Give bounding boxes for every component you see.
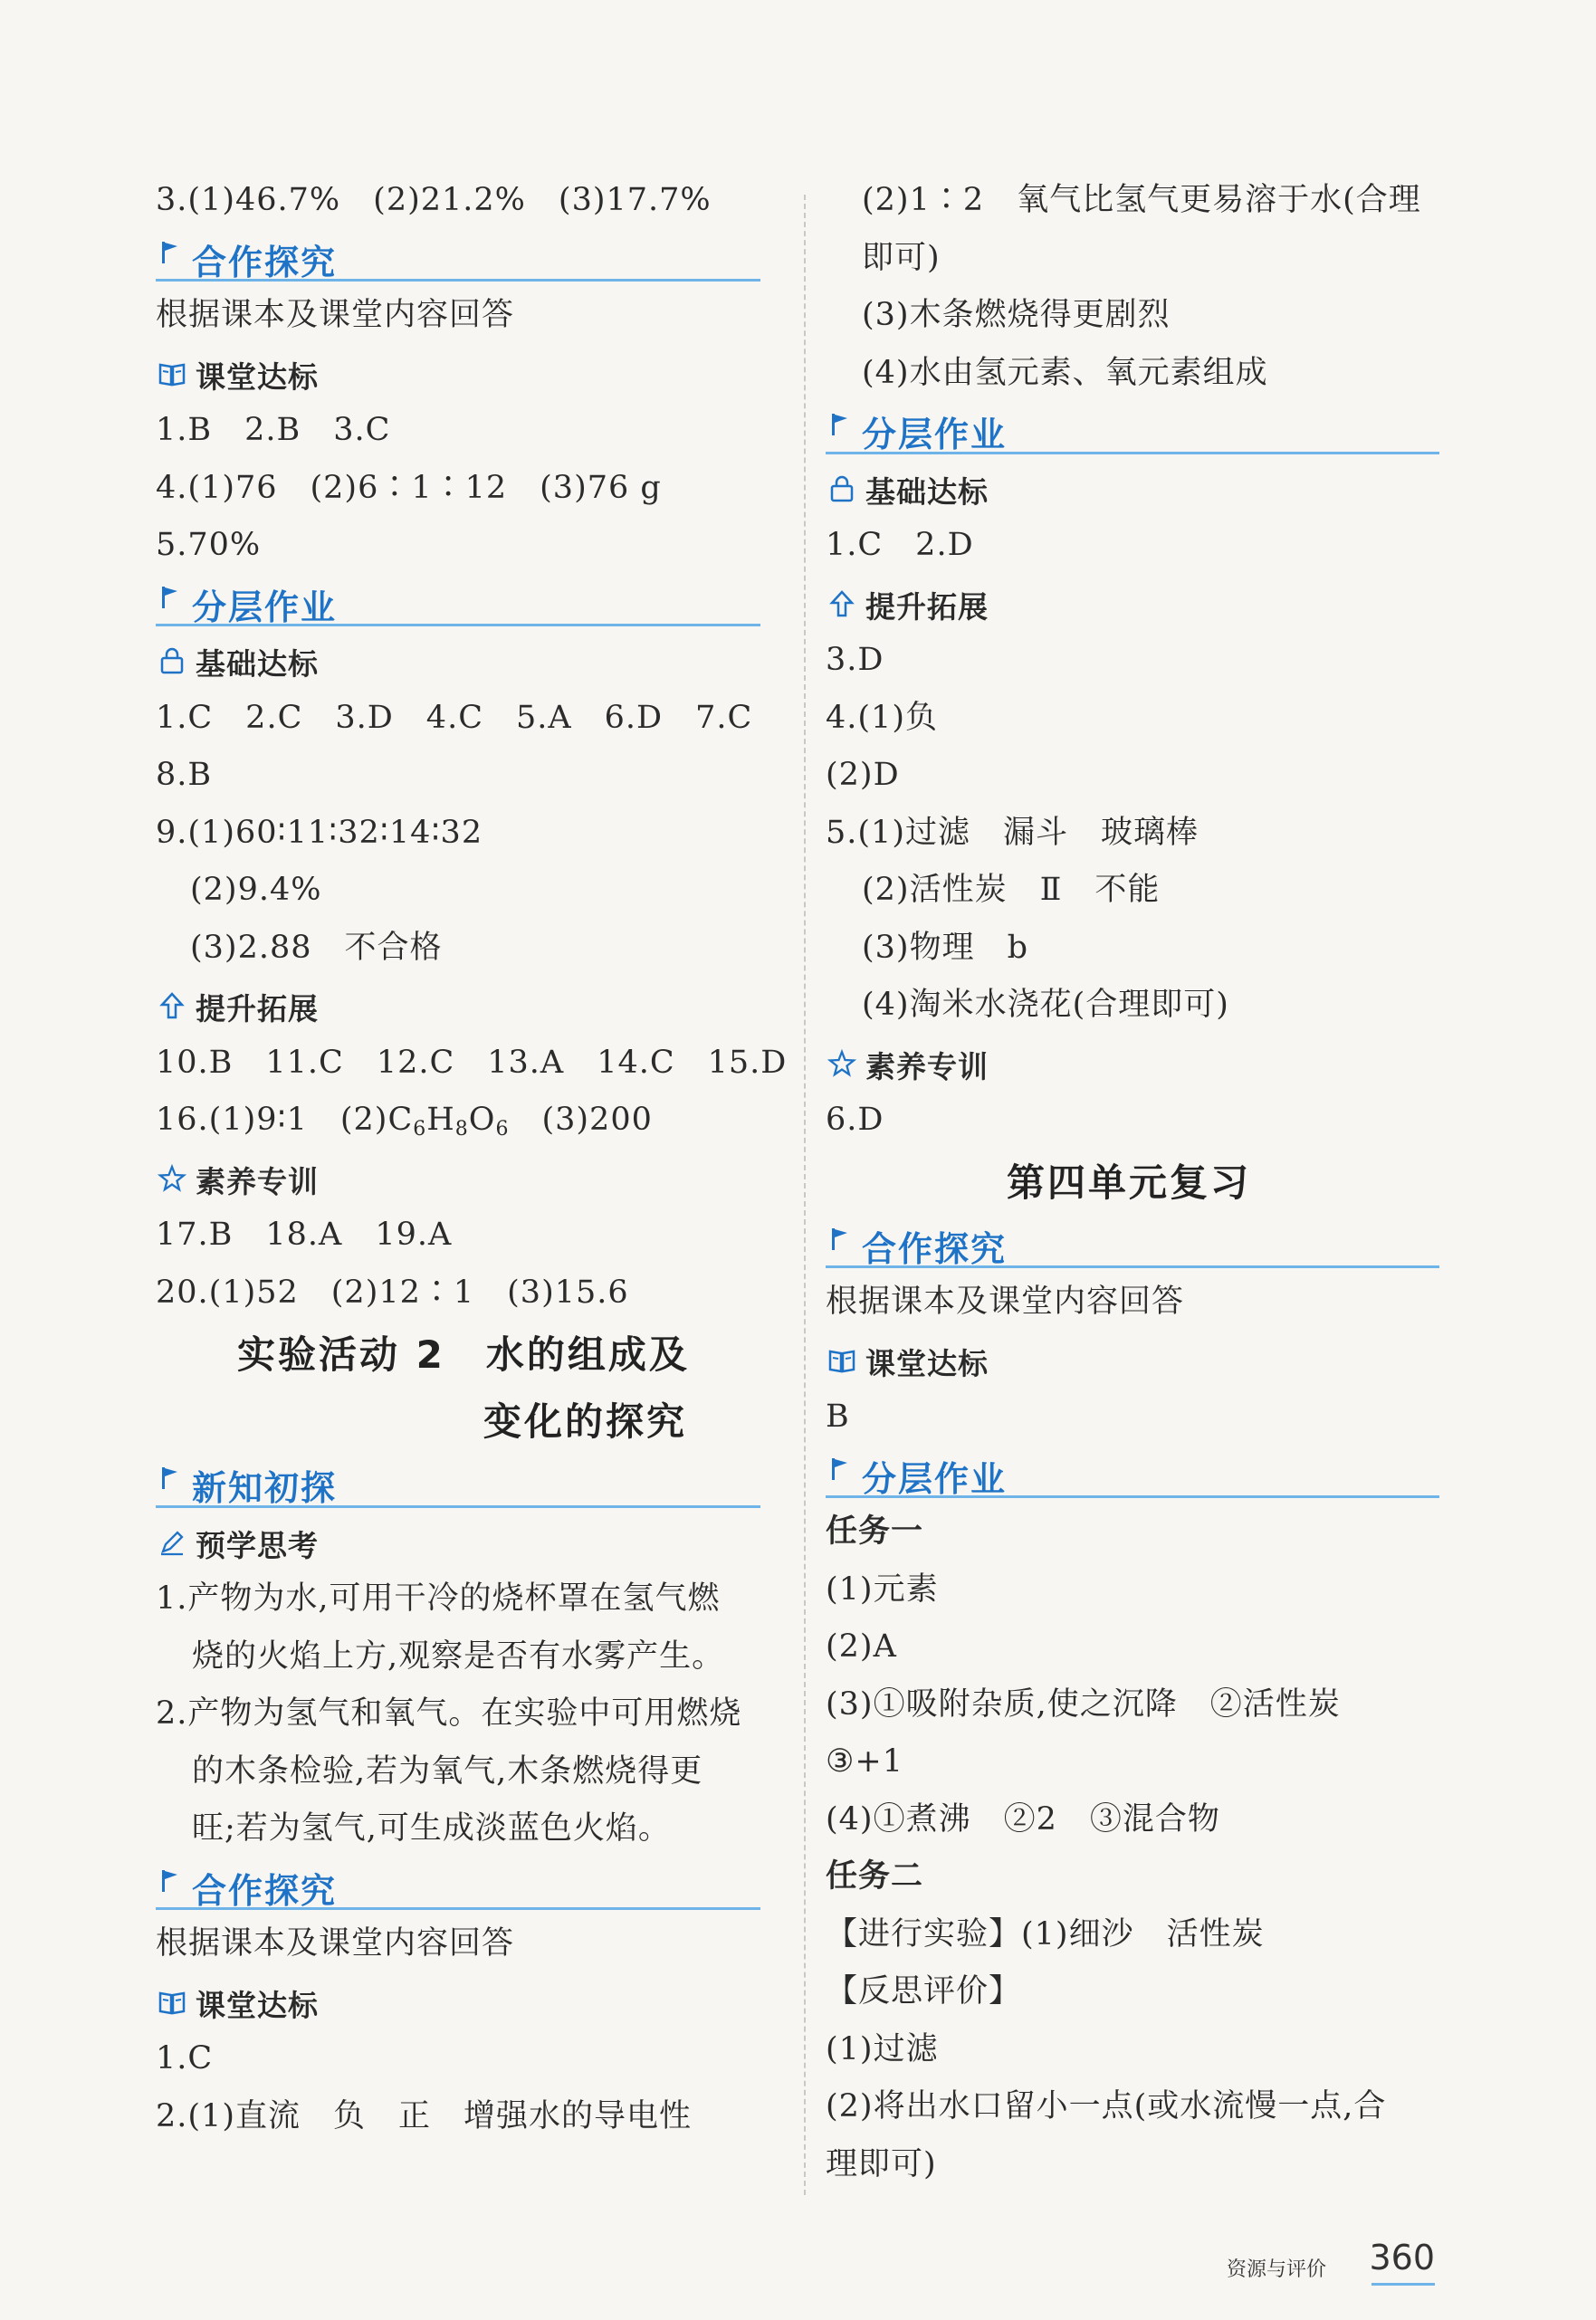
answer-line: 根据课本及课堂内容回答 bbox=[156, 1925, 515, 1962]
answer-line: (3)①吸附杂质,使之沉降 ②活性炭 bbox=[826, 1685, 1341, 1723]
section-hezuo-tanjiu bbox=[156, 1858, 780, 1916]
chapter-title-cont: 变化的探究 bbox=[483, 1399, 688, 1444]
subsection-title: 素养专训 bbox=[196, 1163, 319, 1199]
subsection-ketang-dabiao bbox=[156, 1973, 780, 2031]
subsection-ketang-dabiao bbox=[156, 345, 780, 403]
section-title: 合作探究 bbox=[192, 242, 338, 282]
flag-icon bbox=[829, 411, 851, 438]
book-icon bbox=[158, 1988, 186, 2017]
answer-line: (1)过滤 bbox=[826, 2030, 939, 2067]
answer-line: 根据课本及课堂内容回答 bbox=[826, 1284, 1185, 1320]
answer-line: 6.D bbox=[826, 1102, 884, 1138]
subsection-title: 预学思考 bbox=[196, 1527, 319, 1563]
answer-line-formula: 16.(1)9∶1 $(2)C_6H_8O_6$ (3)200 bbox=[156, 1102, 653, 1141]
left-column bbox=[156, 172, 788, 2145]
answer-line: 2.产物为氢气和氧气。在实验中可用燃烧 bbox=[156, 1695, 742, 1732]
answer-line: 【反思评价】 bbox=[826, 1973, 1022, 2010]
answer-line: 17.B 18.A 19.A bbox=[156, 1217, 453, 1253]
section-title: 合作探究 bbox=[192, 1870, 338, 1911]
subsection-title: 基础达标 bbox=[865, 473, 989, 510]
page-footer bbox=[1163, 2238, 1435, 2292]
subsection-title: 课堂达标 bbox=[196, 1987, 319, 2023]
subsection-tisheng-tuozhan bbox=[156, 977, 780, 1035]
answer-line: 【进行实验】(1)细沙 活性炭 bbox=[826, 1915, 1265, 1952]
answer-line: 4.(1)76 (2)6∶1∶12 (3)76 g bbox=[156, 469, 662, 506]
lock-icon bbox=[158, 646, 186, 675]
answer-line: (2)9.4% bbox=[190, 872, 322, 908]
answer-line: 2.(1)直流 负 正 增强水的导电性 bbox=[156, 2097, 692, 2134]
answer-line: 4.(1)负 bbox=[826, 699, 938, 736]
flag-icon bbox=[829, 1456, 851, 1483]
subsection-tisheng-tuozhan bbox=[826, 575, 1459, 633]
answer-line: (4)淘米水浇花(合理即可) bbox=[862, 987, 1229, 1023]
subsection-title: 提升拓展 bbox=[865, 588, 989, 625]
flag-icon bbox=[829, 1226, 851, 1253]
section-hezuo-tanjiu bbox=[826, 1217, 1459, 1275]
answer-line: 1.B 2.B 3.C bbox=[156, 412, 391, 448]
book-icon bbox=[827, 1346, 856, 1375]
section-hezuo-tanjiu bbox=[156, 230, 780, 288]
arrow-up-icon bbox=[827, 589, 856, 618]
subsection-title: 提升拓展 bbox=[196, 991, 319, 1026]
answer-line: 旺;若为氢气,可生成淡蓝色火焰。 bbox=[192, 1810, 671, 1847]
answer-line: 5.(1)过滤 漏斗 玻璃棒 bbox=[826, 814, 1199, 851]
subsection-yuxue-sikao bbox=[156, 1513, 780, 1571]
answer-line: (2)将出水口留小一点(或水流慢一点,合 bbox=[826, 2088, 1387, 2124]
flag-icon bbox=[159, 1465, 181, 1492]
section-title: 新知初探 bbox=[192, 1468, 338, 1508]
section-title: 分层作业 bbox=[862, 415, 1008, 454]
answer-line: (2)A bbox=[826, 1628, 897, 1665]
answer-line: 8.B bbox=[156, 757, 213, 793]
right-column bbox=[826, 172, 1459, 2193]
answer-line: (4)①煮沸 ②2 ③混合物 bbox=[826, 1800, 1220, 1838]
answer-line: B bbox=[826, 1399, 850, 1435]
answer-line: 1.C 2.D bbox=[826, 527, 974, 563]
flag-icon bbox=[159, 1867, 181, 1895]
answer-line: 20.(1)52 (2)12∶1 (3)15.6 bbox=[156, 1274, 629, 1311]
answer-line: 1.C 2.C 3.D 4.C 5.A 6.D 7.C bbox=[156, 699, 753, 736]
answer-line: 的木条检验,若为氧气,木条燃烧得更 bbox=[192, 1752, 703, 1790]
answer-line: (3)物理 b bbox=[862, 929, 1028, 966]
subsection-suyang-zhuanxun bbox=[156, 1150, 780, 1208]
section-fenceng-zuoye bbox=[826, 1446, 1459, 1504]
section-fenceng-zuoye bbox=[156, 575, 780, 633]
star-icon bbox=[827, 1049, 856, 1078]
answer-line: (1)元素 bbox=[826, 1571, 939, 1608]
answer-line: 9.(1)60∶11∶32∶14∶32 bbox=[156, 814, 483, 851]
answer-line: 1.C bbox=[156, 2040, 214, 2077]
answer-line: 3.(1)46.7% (2)21.2% (3)17.7% bbox=[156, 182, 712, 218]
answer-line: 根据课本及课堂内容回答 bbox=[156, 297, 515, 333]
answer-line: 即可) bbox=[862, 239, 941, 276]
pencil-icon bbox=[158, 1528, 186, 1557]
subsection-ketang-dabiao bbox=[826, 1332, 1459, 1389]
subsection-title: 基础达标 bbox=[196, 646, 319, 682]
section-fenceng-zuoye bbox=[826, 402, 1459, 460]
answer-line: (2)D bbox=[826, 757, 900, 793]
answer-line: 烧的火焰上方,观察是否有水雾产生。 bbox=[192, 1637, 725, 1675]
answer-line: 理即可) bbox=[826, 2145, 937, 2182]
section-title: 分层作业 bbox=[192, 587, 338, 627]
section-title: 合作探究 bbox=[862, 1228, 1008, 1269]
answer-line: (2)1∶2 氧气比氢气更易溶于水(合理 bbox=[862, 182, 1421, 218]
subsection-suyang-zhuanxun bbox=[826, 1035, 1459, 1093]
subsection-title: 课堂达标 bbox=[196, 358, 319, 395]
answer-line: (3)2.88 不合格 bbox=[190, 929, 443, 966]
answer-line: 1.产物为水,可用干冷的烧杯罩在氢气燃 bbox=[156, 1580, 721, 1617]
column-divider bbox=[804, 195, 806, 2195]
footer-label: 资源与评价 bbox=[1226, 2258, 1326, 2281]
flag-icon bbox=[159, 584, 181, 611]
page-number: 360 bbox=[1369, 2238, 1435, 2277]
section-xinzhi-chutan bbox=[156, 1456, 780, 1513]
footer-rule bbox=[1371, 2283, 1435, 2286]
star-icon bbox=[158, 1164, 186, 1193]
section-title: 分层作业 bbox=[862, 1458, 1008, 1499]
answer-line: 5.70% bbox=[156, 527, 262, 563]
answer-line: ③+1 bbox=[826, 1743, 903, 1780]
answer-line: (4)水由氢元素、氧元素组成 bbox=[862, 354, 1268, 391]
subsection-jichu-dabiao bbox=[156, 632, 780, 690]
answer-line: 10.B 11.C 12.C 13.A 14.C 15.D bbox=[156, 1044, 788, 1081]
chapter-title: 第四单元复习 bbox=[1007, 1160, 1252, 1205]
subsection-jichu-dabiao bbox=[826, 460, 1459, 518]
task-heading: 任务二 bbox=[826, 1858, 924, 1895]
lock-icon bbox=[827, 474, 856, 503]
answer-line: (3)木条燃烧得更剧烈 bbox=[862, 297, 1171, 333]
answer-line: (2)活性炭 Ⅱ 不能 bbox=[862, 872, 1161, 908]
subsection-title: 课堂达标 bbox=[865, 1345, 989, 1381]
arrow-up-icon bbox=[158, 991, 186, 1020]
task-heading: 任务一 bbox=[826, 1513, 924, 1550]
book-icon bbox=[158, 359, 186, 388]
flag-icon bbox=[159, 239, 181, 266]
answer-line: 3.D bbox=[826, 642, 884, 678]
subsection-title: 素养专训 bbox=[865, 1048, 989, 1084]
chapter-title: 实验活动 2 水的组成及 bbox=[237, 1332, 690, 1377]
